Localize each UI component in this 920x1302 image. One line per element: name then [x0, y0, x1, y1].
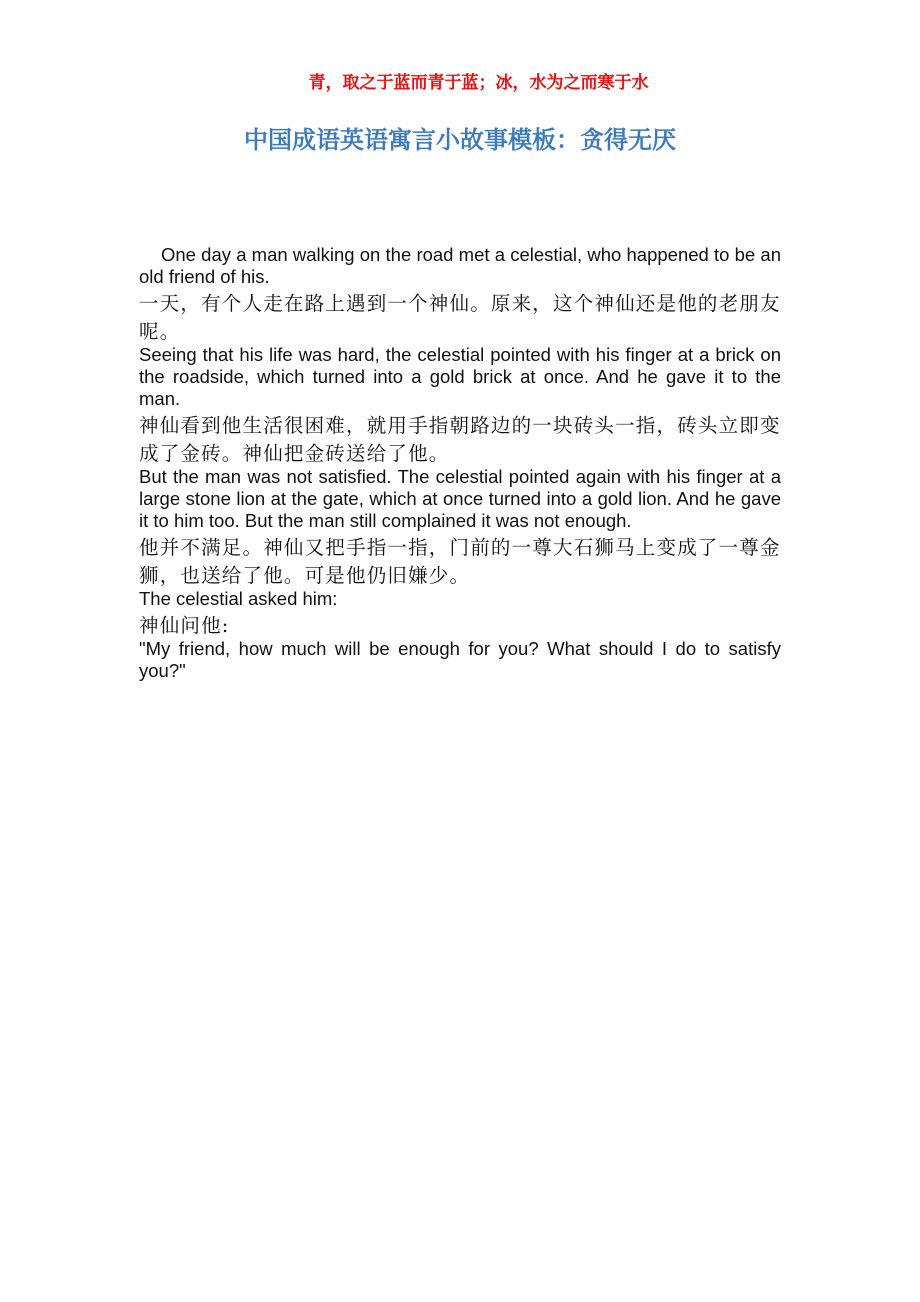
paragraph-en: "My friend, how much will be enough for you? What should I do to satisfy you?" [139, 638, 781, 681]
paragraph-zh: 一天，有个人走在路上遇到一个神仙。原来，这个神仙还是他的老朋友呢。 [139, 292, 781, 343]
paragraph-en: But the man was not satisfied. The celestial pointed again with his finger at a large stone lion at the gate, which at once turned into a gold lion. And he gave it to him too. But the man still complained it was not enough. [139, 466, 781, 531]
document-title: 中国成语英语寓言小故事模板：贪得无厌 [244, 126, 676, 154]
paragraph-en: Seeing that his life was hard, the celestial pointed with his finger at a brick on the roadside, which turned into a gold brick at once. And he gave it to the man. [139, 344, 781, 409]
paragraph-zh: 他并不满足。神仙又把手指一指，门前的一尊大石狮马上变成了一尊金狮，也送给了他。可是他仍旧嫌少。 [139, 536, 781, 587]
document-body [139, 244, 781, 682]
motto-heading: 青，取之于蓝而青于蓝；冰，水为之而寒于水 [308, 73, 649, 93]
paragraph-en: The celestial asked him: [139, 588, 338, 609]
paragraph-zh: 神仙问他: [139, 614, 230, 637]
paragraph-en: One day a man walking on the road met a celestial, who happened to be an old friend of his. [139, 244, 781, 287]
paragraph-zh: 神仙看到他生活很困难，就用手指朝路边的一块砖头一指，砖头立即变成了金砖。神仙把金砖送给了他。 [139, 414, 781, 465]
